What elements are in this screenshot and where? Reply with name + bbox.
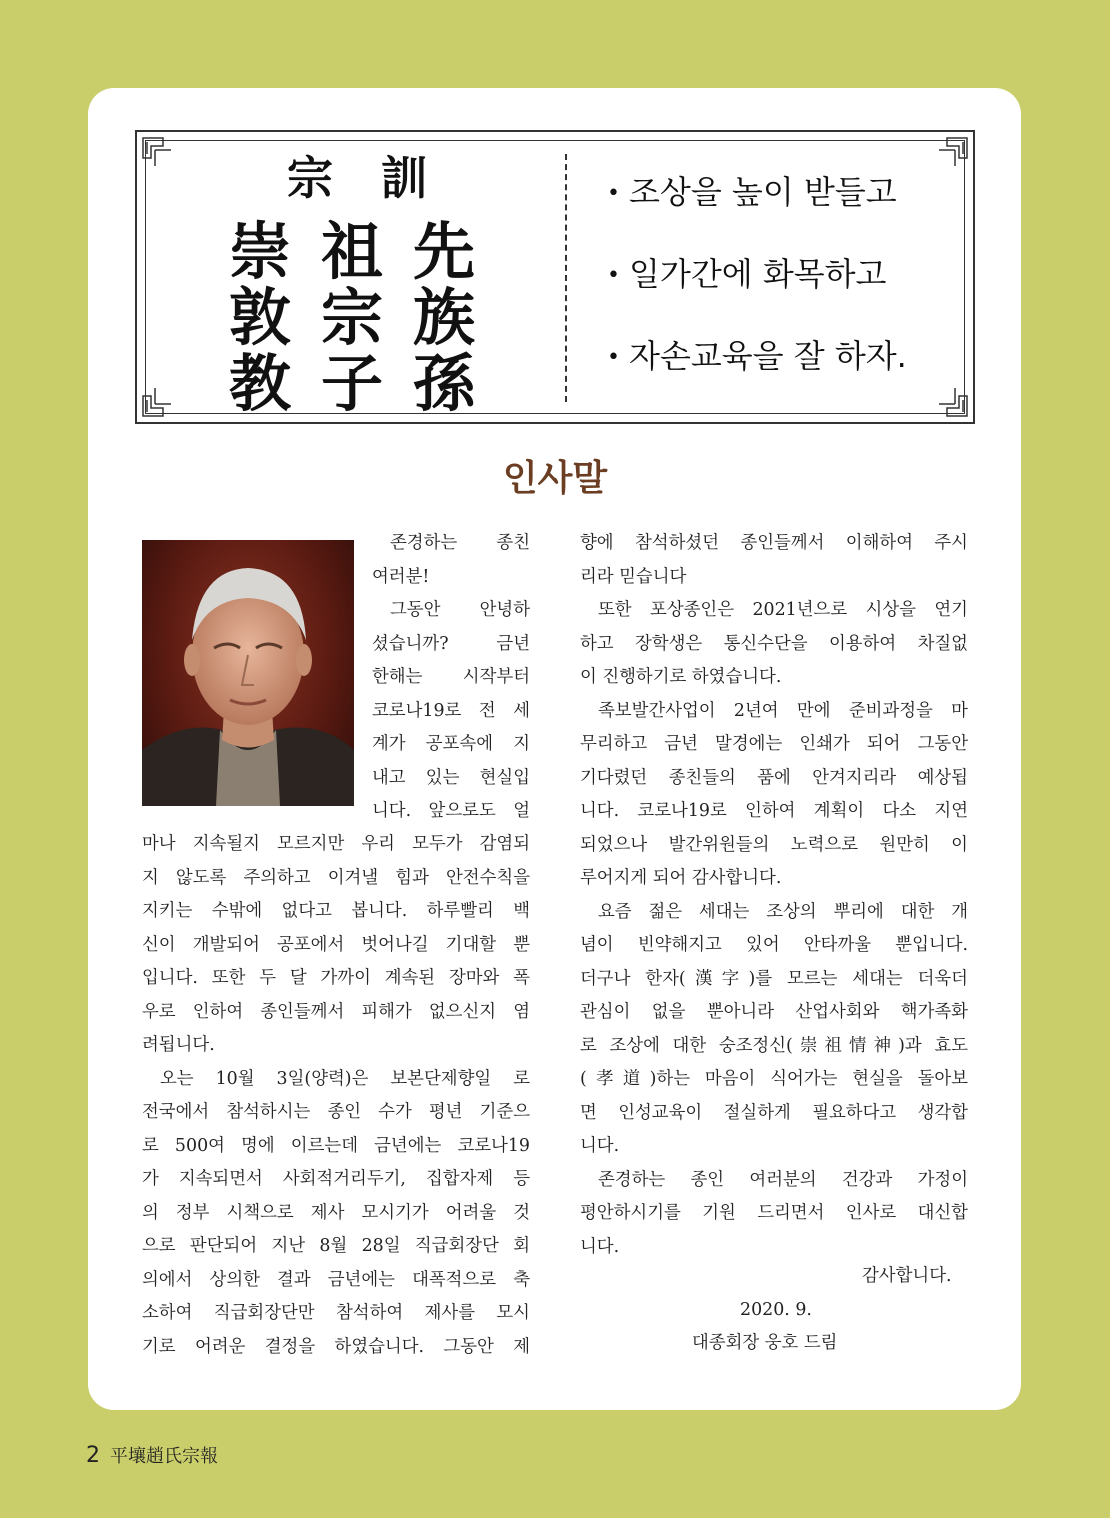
text-line: 루어지게 되어 감사합니다.: [580, 868, 782, 888]
text-line: 내고 있는 현실입: [372, 767, 530, 788]
text-line: 족보발간사업이 2년여 만에 준비과정을 마: [598, 700, 968, 721]
body-column-2: [580, 527, 968, 1264]
text-line: 여러분!: [372, 566, 430, 587]
text-line: 셨습니까? 금년: [372, 633, 530, 654]
dashed-divider: [565, 154, 567, 402]
text-line: 향에 참석하셨던 종인들께서 이해하여 주시: [580, 533, 968, 553]
text-line: 오는 10월 3일(양력)은 보본단제향일 로: [160, 1068, 530, 1089]
text-line: 념이 빈약해지고 있어 안타까울 뿐입니다.: [580, 935, 968, 955]
text-line: 로 조상에 대한 숭조정신(崇祖情神)과 효도: [580, 1035, 968, 1056]
text-line: 요즘 젊은 세대는 조상의 뿌리에 대한 개: [598, 901, 968, 922]
text-line: 존경하는 종인 여러분의 건강과 가정이: [598, 1169, 968, 1190]
closing-signature: 대종회장 웅호 드림: [692, 1333, 838, 1353]
text-line: 신이 개발되어 공포에서 벗어나길 기대할 뿐: [142, 934, 530, 955]
portrait-illustration: [142, 540, 354, 806]
text-line: 가 지속되면서 사회적거리두기, 집합자제 등: [142, 1169, 530, 1189]
hanja-row: 教子孫: [229, 347, 506, 420]
text-line: 소하여 직급회장단만 참석하여 제사를 모시: [142, 1303, 530, 1323]
bullet-icon: •: [607, 181, 620, 206]
page-title: 인사말: [502, 458, 608, 499]
motto-item: • 조상을 높이 받들고: [607, 172, 967, 254]
hanja-calligraphy: [137, 132, 557, 422]
text-line: 무리하고 금년 말경에는 인쇄가 되어 그동안: [580, 734, 968, 754]
bullet-icon: •: [607, 263, 620, 288]
body-column-1-wrap: [372, 527, 530, 829]
text-line: 계가 공포속에 지: [372, 734, 530, 754]
text-line: 하고 장학생은 통신수단을 이용하여 차질없: [580, 633, 968, 654]
bullet-icon: •: [607, 345, 620, 370]
motto-item: • 자손교육을 잘 하자.: [607, 336, 967, 418]
hanja-row: 敦宗族: [229, 281, 506, 354]
text-line: 지키는 수밖에 없다고 봅니다. 하루빨리 백: [142, 901, 530, 921]
text-line: 니다. 앞으로도 얼: [372, 801, 530, 821]
text-line: 존경하는 종친: [390, 533, 530, 553]
closing-thanks: 감사합니다.: [862, 1266, 952, 1286]
text-line: 지 않도록 주의하고 이겨낼 힘과 안전수칙을: [142, 867, 530, 888]
text-line: 기다렸던 종친들의 품에 안겨지리라 예상됩: [580, 767, 968, 788]
publication-name: 平壤趙氏宗報: [110, 1446, 218, 1467]
text-line: 관심이 없을 뿐아니라 산업사회와 핵가족화: [580, 1002, 968, 1022]
text-line: 또한 포상종인은 2021년으로 시상을 연기: [598, 600, 968, 620]
text-line: 면 인성교육이 절실하게 필요하다고 생각합: [580, 1102, 968, 1123]
text-line: 되었으나 발간위원들의 노력으로 원만히 이: [580, 834, 968, 855]
text-line: 한해는 시작부터: [372, 667, 530, 687]
text-line: 니다.: [580, 1236, 620, 1257]
text-line: 으로 판단되어 지난 8월 28일 직급회장단 회: [142, 1236, 530, 1256]
text-line: 의 정부 시책으로 제사 모시기가 어려울 것: [142, 1202, 530, 1223]
hanja-title: 宗訓: [287, 151, 475, 205]
page-number: 2: [86, 1443, 100, 1468]
text-line: 니다. 코로나19로 인하여 계획이 다소 지연: [580, 801, 968, 821]
closing-date: 2020. 9.: [740, 1300, 812, 1320]
text-line: 로 500여 명에 이르는데 금년에는 코로나19: [142, 1135, 530, 1156]
text-line: 의에서 상의한 결과 금년에는 대폭적으로 축: [142, 1269, 530, 1290]
text-line: 평안하시기를 기원 드리면서 인사로 대신합: [580, 1203, 968, 1223]
text-line: 코로나19로 전 세: [372, 700, 530, 721]
text-line: 리라 믿습니다: [580, 566, 687, 587]
text-line: 이 진행하기로 하였습니다.: [580, 667, 782, 687]
corner-ornament: [935, 136, 969, 170]
motto-item: • 일가간에 화목하고: [607, 254, 967, 336]
body-column-1: [142, 828, 530, 1364]
text-line: (孝道)하는 마음이 식어가는 현실을 돌아보: [580, 1069, 968, 1089]
text-line: 전국에서 참석하시는 종인 수가 평년 기준으: [142, 1102, 530, 1122]
portrait-photo: [142, 540, 354, 806]
text-line: 더구나 한자(漢字)를 모르는 세대는 더욱더: [580, 968, 968, 989]
text-line: 입니다. 또한 두 달 가까이 계속된 장마와 폭: [142, 968, 530, 988]
text-line: 그동안 안녕하: [390, 600, 530, 620]
motto-list: [607, 172, 967, 418]
text-line: 우로 인하여 종인들께서 피해가 없으신지 염: [142, 1001, 530, 1022]
text-line: 기로 어려운 결정을 하였습니다. 그동안 제: [142, 1336, 530, 1357]
clan-motto-box: [135, 130, 975, 424]
text-line: 려됩니다.: [142, 1035, 215, 1055]
text-line: 니다.: [580, 1136, 620, 1156]
page-footer: [86, 1442, 218, 1468]
hanja-row: 崇祖先: [229, 215, 506, 288]
text-line: 마나 지속될지 모르지만 우리 모두가 감염되: [142, 834, 530, 854]
